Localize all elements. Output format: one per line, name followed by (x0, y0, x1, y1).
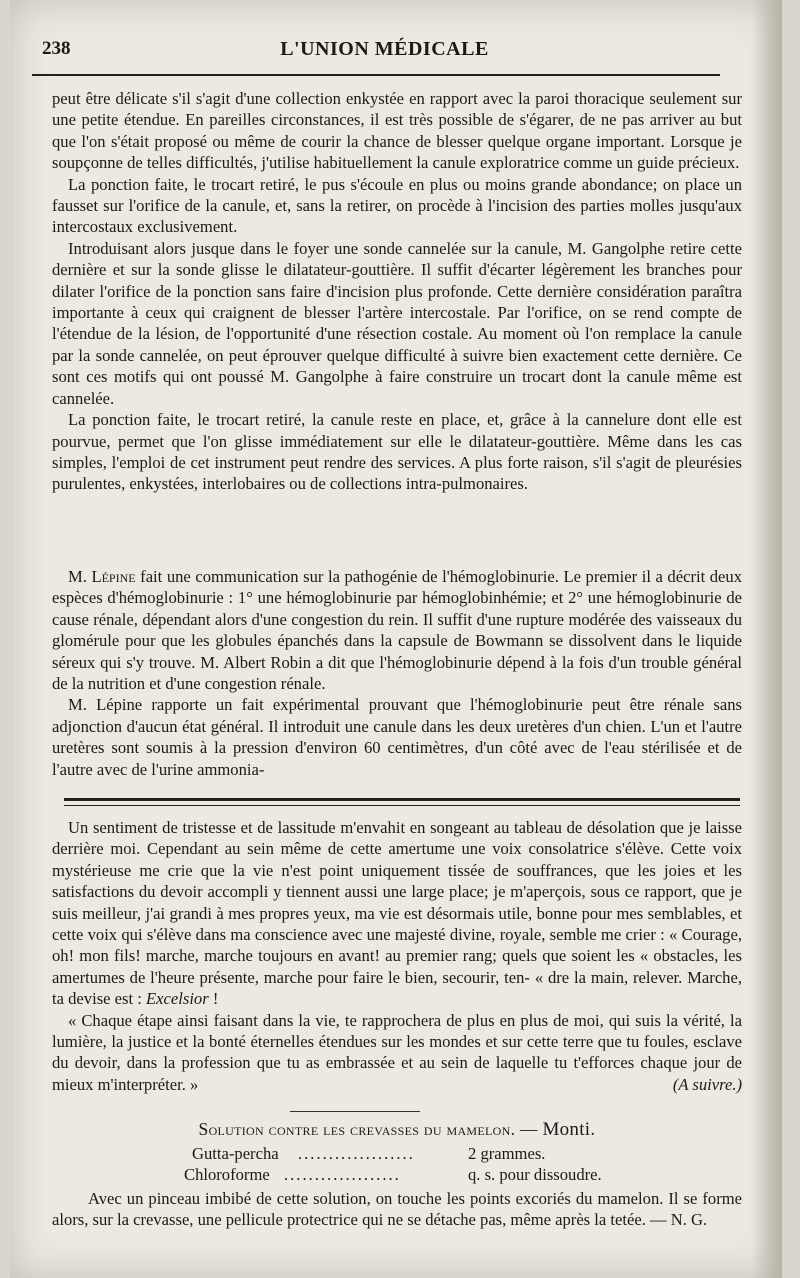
page-header (42, 38, 727, 64)
paragraph: Avec un pinceau imbibé de cette solution, on touche les points excoriés du mamelon. Il se forme alors, sur la crevasse, une pellicule protectrice qui ne se détache pas, même après la tetée. — N. G. (52, 1189, 742, 1229)
leader-dots: ................... (284, 1165, 401, 1184)
article-gangolphe (52, 88, 742, 495)
ingredient-row (52, 1143, 742, 1164)
ingredient-quantity: q. s. pour dissoudre. (468, 1165, 602, 1184)
header-rule (32, 74, 720, 76)
recipe (52, 1117, 742, 1230)
running-title: L'UNION MÉDICALE (280, 38, 489, 60)
paragraph: La ponction faite, le trocart retiré, le pus s'écoule en plus ou moins grande abondance; on place un fausset sur l'orifice de la canule, et, sans la retirer, on procède à l'incision des parties molles jusqu'aux intercostaux exclusivement. (52, 174, 742, 237)
feuilleton (52, 817, 742, 1095)
paragraph: M. Lépine rapporte un fait expérimental prouvant que l'hémoglobinurie peut être rénale sans adjonction d'aucun état général. Il introduit une canule dans les deux uretères d'un chien. L'un et l'autre uretères sont soumis à la pression d'environ 60 centimètres, d'un côté avec de l'eau stérilisée et de l'autre avec de l'urine ammonia- (52, 695, 742, 779)
recipe-title (52, 1117, 742, 1142)
speaker-name: M. Lépine (68, 567, 136, 586)
ingredient-name: Gutta-percha (192, 1144, 279, 1163)
ingredient-row (52, 1164, 742, 1185)
paragraph-end: ! (208, 989, 219, 1009)
paragraph-text: Un sentiment de tristesse et de lassitude m'envahit en songeant au tableau de désolation que je laisse derrière moi. Cependant au sein même de cette amertume une voix consolatrice s'élève. Cette voix mystérieuse me crie que la vie n'est point uniquement tissée de souffrances, que les joies et les satisfactions du devoir accompli y tiennent aussi une large place; je m'aperçois, sous ce rapport, que je suis meilleur, j'ai grandi à mes propres yeux, ma vie est désormais utile, bonne pour mes semblables, et cette voix qui s'élève dans ma conscience avec une majesté divine, royale, semble me crier : « Courage, oh! mon fils! marche, marche toujours en avant! au premier rang; quels que soient les « obstacles, les amertumes de l'heure présente, marche pour faire le bien, secourir, ten- « dre la main, relever. Marche, ta devise est : (52, 818, 742, 1009)
paragraph: La ponction faite, le trocart retiré, la canule reste en place, et, grâce à la cannelure dont elle est pourvue, permet que l'on glisse immédiatement sur elle le dilatateur-gouttière. Même dans les cas simples, l'emploi de cet instrument peut rendre des services. A plus forte raison, s'il s'agit de pleurésies purulentes, enkystées, interlobaires ou de collections intra-pulmonaires. (52, 410, 742, 494)
paragraph-text: fait une communication sur la pathogénie de l'hémoglobinurie. Le premier il a décrit deux espèces d'hémoglobinurie : 1° une hémoglobinurie par hémoglobinhémie; et 2° une hémoglobinurie de cause rénale, dépendant alors d'une congestion du rein. Il suffit d'une rupture modérée des vaisseaux du glomérule pour que les globules épanchés dans la capsule de Bowmann se dissolvent dans le liquide séreux qui s'y trouve. M. Albert Robin a dit que l'hémoglobinurie dépend à la fois d'un trouble général de la nutrition et d'une congestion rénale. (52, 567, 743, 694)
paragraph (52, 566, 742, 694)
ingredient-quantity: 2 grammes. (468, 1144, 546, 1163)
paragraph (52, 817, 742, 1010)
to-be-continued: (A suivre.) (672, 1074, 742, 1094)
leader-dots: ................... (298, 1144, 415, 1163)
recipe-dash: — (515, 1119, 543, 1139)
page-edge-shadow (752, 0, 782, 1278)
feuilleton-separator (64, 798, 740, 806)
recipe-author: Monti. (542, 1119, 596, 1140)
article-lepine (52, 566, 742, 780)
recipe-rule (290, 1111, 420, 1112)
page-number: 238 (42, 38, 71, 59)
paragraph (52, 1010, 742, 1096)
recipe-instructions (52, 1188, 742, 1230)
recipe-title-text: Solution contre les crevasses du mamelon. (198, 1119, 516, 1139)
paragraph: peut être délicate s'il s'agit d'une collection enkystée en rapport avec la paroi thoracique seulement sur une petite étendue. En pareilles circonstances, il est très possible de s'égarer, de ne pas arriver au but que l'on s'était proposé ou même de courir la chance de blesser quelque organe important. Lorsque je soupçonne de telles difficultés, j'utilise habituellement la canule exploratrice comme un guide précieux. (52, 89, 742, 173)
paragraph-text: « Chaque étape ainsi faisant dans la vie, te rapprochera de plus en plus de moi, qui suis la vérité, la lumière, la justice et la bonté éternelles étendues sur les mondes et sur cette terre que tu foules, esclave du devoir, dans la profession que tu as embrassée et au sein de laquelle tu t'efforces chaque jour de mieux m'interpréter. » (52, 1010, 742, 1094)
ingredient-name: Chloroforme (184, 1165, 270, 1184)
motto: Excelsior (146, 989, 209, 1009)
paragraph: Introduisant alors jusque dans le foyer une sonde cannelée sur la canule, M. Gangolphe retire cette dernière et sur la sonde glisse le dilatateur-gouttière. Il suffit d'écarter légèrement les branches pour dilater l'orifice de la ponction sans faire d'incision plus profonde. Cette dernière considération paraîtra importante à ceux qui craignent de blesser l'artère intercostale. Par l'orifice, on se rend compte de l'étendue de la lésion, de l'opportunité d'une résection costale. Au moment où l'on remplace la canule par la sonde cannelée, on peut éprouver quelque difficulté à suivre bien exactement cette dernière. Ce sont ces motifs qui ont poussé M. Gangolphe à faire construire un trocart dont la canule même est cannelée. (52, 238, 742, 408)
